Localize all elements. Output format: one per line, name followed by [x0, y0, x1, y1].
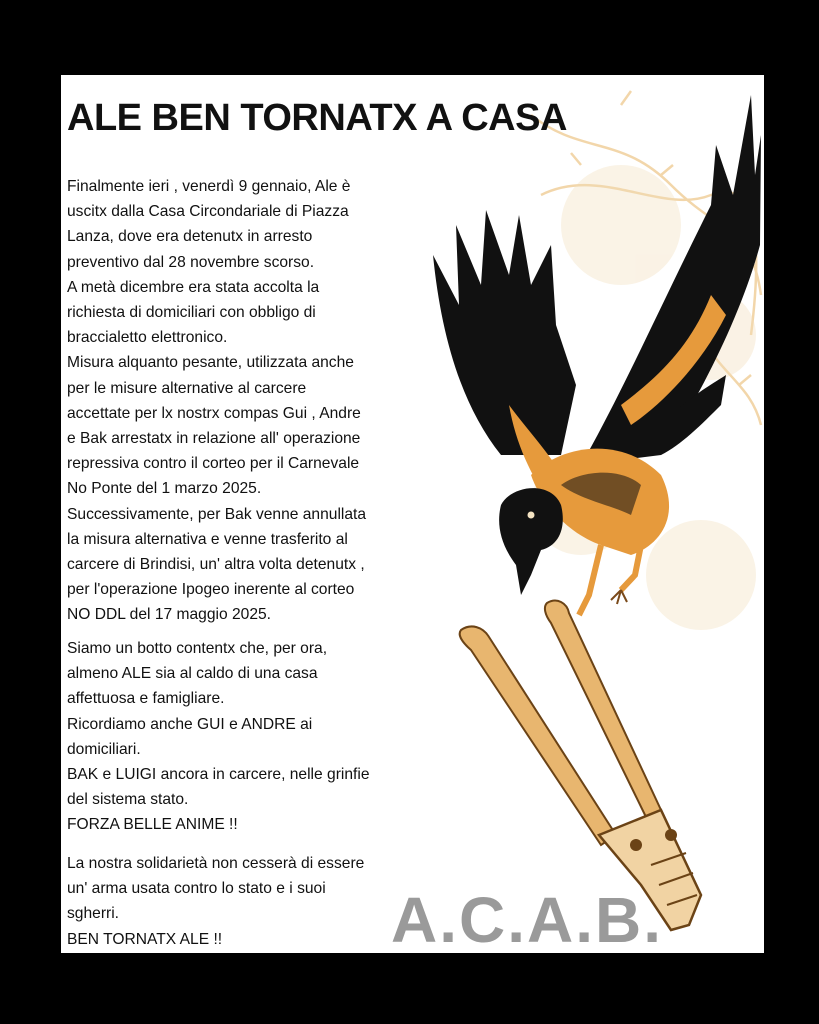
- text-line: per l'operazione Ipogeo inerente al corteo: [67, 581, 355, 599]
- text-line: BEN TORNATX ALE !!: [67, 930, 223, 948]
- text-line: preventivo dal 28 novembre scorso.: [67, 253, 315, 271]
- text-line: e Bak arrestatx in relazione all' operazione: [67, 430, 361, 448]
- bolt-cutter-icon: [460, 601, 701, 930]
- text-line: affettuosa e famigliare.: [67, 690, 225, 708]
- text-line: per le misure alternative al carcere: [67, 379, 307, 397]
- text-line: accettate per lx nostrx compas Gui , Andre: [67, 404, 361, 422]
- text-line: un' arma usata contro lo stato e i suoi: [67, 880, 326, 898]
- text-line: No Ponte del 1 marzo 2025.: [67, 480, 262, 498]
- text-line: Lanza, dove era detenutx in arresto: [67, 228, 313, 246]
- text-line: sgherri.: [67, 905, 119, 923]
- text-line: la misura alternativa e venne trasferito al: [67, 530, 348, 548]
- text-line: braccialetto elettronico.: [67, 329, 228, 347]
- text-line: NO DDL del 17 maggio 2025.: [67, 606, 271, 624]
- text-line: del sistema stato.: [67, 791, 189, 809]
- text-line: Siamo un botto contentx che, per ora,: [67, 640, 328, 657]
- text-line: La nostra solidarietà non cesserà di essere: [67, 855, 365, 872]
- text-line: almeno ALE sia al caldo di una casa: [67, 665, 318, 683]
- page-title: ALE BEN TORNATX A CASA: [67, 97, 567, 139]
- poster: [61, 75, 764, 953]
- text-line: richiesta di domiciliari con obbligo di: [67, 304, 316, 322]
- paragraph-closing: [67, 851, 407, 952]
- paragraph-solidarity: [67, 636, 407, 838]
- signature: A.C.A.B.: [391, 884, 663, 953]
- text-line: BAK e LUIGI ancora in carcere, nelle grinfie: [67, 766, 370, 784]
- paragraph-release-news: [67, 174, 437, 628]
- text-line: domiciliari.: [67, 740, 141, 758]
- text-line: uscitx dalla Casa Circondariale di Piazza: [67, 203, 349, 221]
- text-line: Finalmente ieri , venerdì 9 gennaio, Ale è: [67, 178, 351, 195]
- text-line: Ricordiamo anche GUI e ANDRE ai: [67, 715, 313, 733]
- text-line: carcere di Brindisi, un' altra volta detenutx ,: [67, 556, 365, 574]
- text-line: Misura alquanto pesante, utilizzata anche: [67, 354, 354, 372]
- text-line: A metà dicembre era stata accolta la: [67, 278, 320, 296]
- text-line: FORZA BELLE ANIME !!: [67, 816, 238, 834]
- text-line: Successivamente, per Bak venne annullata: [67, 505, 367, 523]
- text-line: repressiva contro il corteo per il Carnevale: [67, 455, 360, 473]
